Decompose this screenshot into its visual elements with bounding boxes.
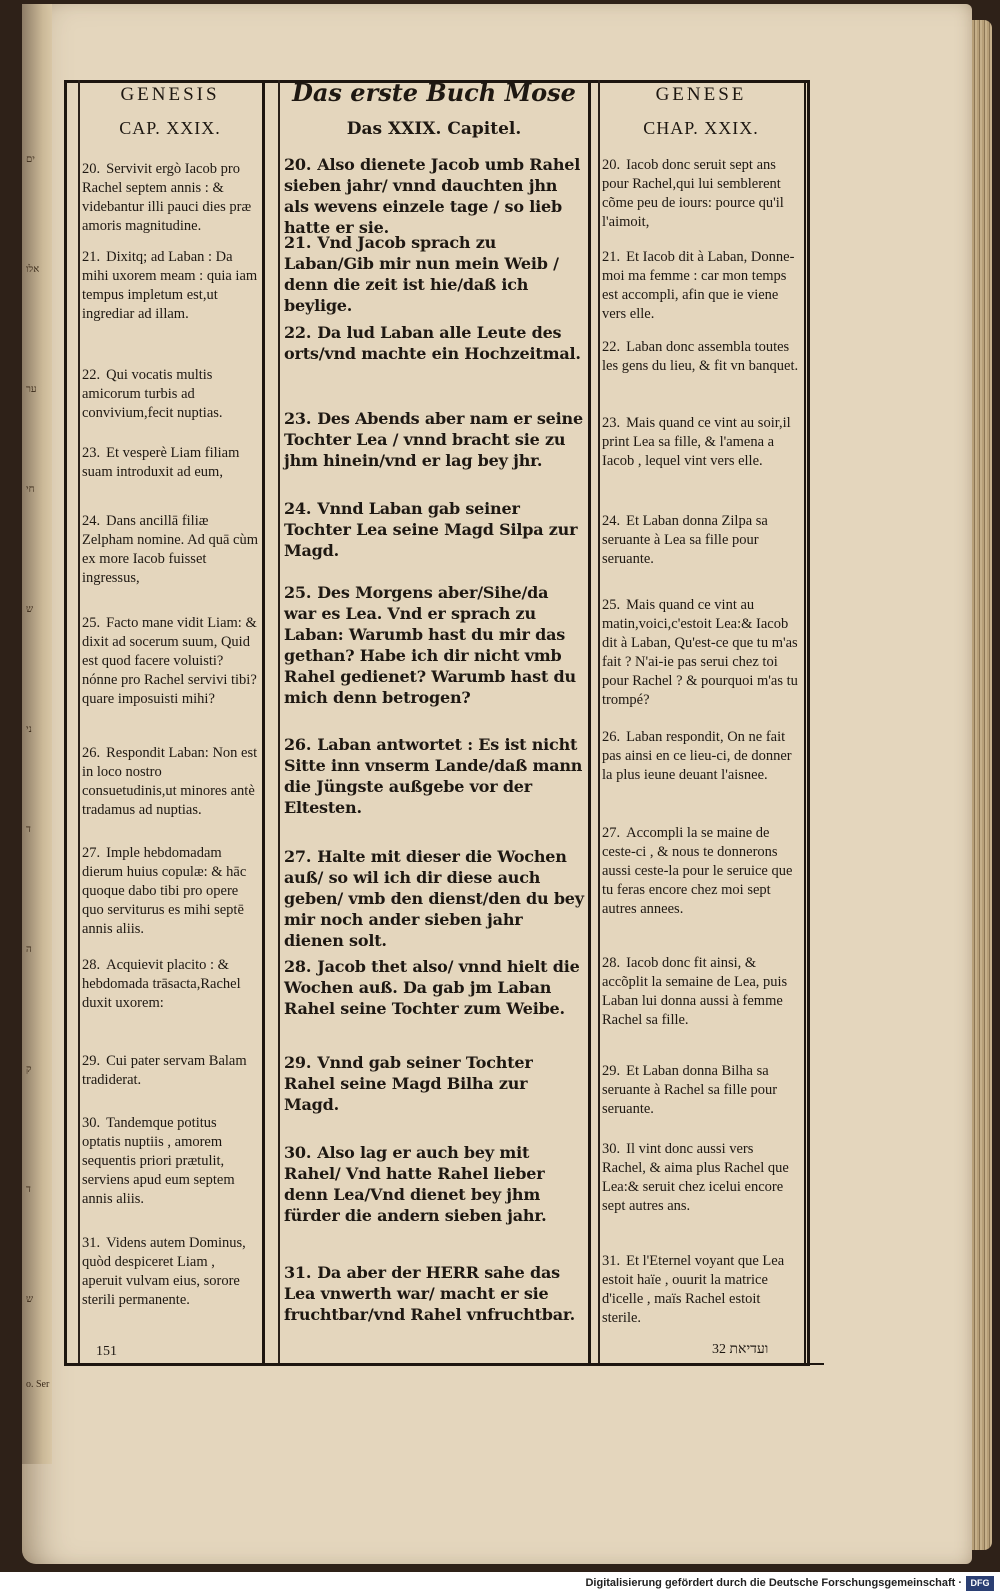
page-signature-right: 32 ועדיאת bbox=[712, 1342, 769, 1357]
verse-number: 27. bbox=[82, 845, 101, 861]
verse-text: Mais quand ce vint au soir,il print Lea sa fille, & l'amena a Iacob , lequel vint vers elle. bbox=[602, 415, 791, 469]
verse-number: 31. bbox=[284, 1263, 312, 1282]
facing-page-edge: ים אלו ער חי ש ני ד ה ק ד ש o. Ser bbox=[22, 4, 52, 1464]
verse-number: 26. bbox=[284, 735, 312, 754]
verse-text: Vnnd gab seiner Tochter Rahel seine Magd Bilha zur Magd. bbox=[284, 1053, 533, 1114]
french-verse-21 bbox=[602, 248, 800, 324]
verse-number: 26. bbox=[602, 729, 621, 745]
verse-number: 31. bbox=[602, 1253, 621, 1269]
latin-verse-20 bbox=[82, 160, 258, 236]
verse-text: Acquievit placito : & hebdomada trāsacta,Rachel duxit uxorem: bbox=[82, 957, 241, 1011]
verse-number: 28. bbox=[602, 955, 621, 971]
german-verse-20 bbox=[284, 154, 584, 238]
verse-text: Iacob donc fit ainsi, & accõplit la semaine de Lea, puis Laban lui donna aussi à femme Rachel sa fille. bbox=[602, 955, 788, 1028]
verse-text: Et vesperè Liam filiam suam introduxit ad eum, bbox=[82, 445, 240, 480]
latin-verse-30 bbox=[82, 1114, 258, 1209]
verse-number: 23. bbox=[602, 415, 621, 431]
verse-text: Accompli la se maine de ceste-ci , & nous te donnerons aussi ceste-la pour le seruice que tu feras encore chez moi sept autres annees. bbox=[602, 825, 793, 917]
german-verse-27 bbox=[284, 846, 584, 951]
verse-number: 29. bbox=[602, 1063, 621, 1079]
french-verse-27 bbox=[602, 824, 800, 919]
verse-number: 26. bbox=[82, 745, 101, 761]
german-verse-25 bbox=[284, 582, 584, 708]
verse-number: 23. bbox=[82, 445, 101, 461]
page-stack-edge bbox=[972, 20, 992, 1550]
verse-text: Respondit Laban: Non est in loco nostro consuetudinis,ut minores antè tradamus ad nuptias. bbox=[82, 745, 258, 818]
verse-text: Also dienete Jacob umb Rahel sieben jahr/ vnnd dauchten jhn als wevens einzele tage / so lieb hatte er sie. bbox=[284, 155, 581, 237]
verse-number: 27. bbox=[284, 847, 312, 866]
inner-rule-latin bbox=[78, 80, 80, 1363]
french-verse-30 bbox=[602, 1140, 800, 1216]
french-verse-31 bbox=[602, 1252, 800, 1328]
verse-number: 27. bbox=[602, 825, 621, 841]
german-verse-22 bbox=[284, 322, 584, 364]
verse-text: Servivit ergò Iacob pro Rachel septem annis : & videbantur illi pauci dies præ amoris magnitudine. bbox=[82, 161, 252, 234]
verse-text: Dixitq; ad Laban : Da mihi uxorem meam : quia iam tempus impletum est,ut ingrediar ad illam. bbox=[82, 249, 258, 322]
outer-rule-right bbox=[804, 80, 806, 1366]
german-verse-23 bbox=[284, 408, 584, 471]
french-title: GENESE bbox=[655, 84, 747, 105]
verse-number: 30. bbox=[82, 1115, 101, 1131]
page-signature-left: 151 bbox=[96, 1344, 117, 1359]
french-verse-29 bbox=[602, 1062, 800, 1119]
dfg-logo-icon: DFG bbox=[966, 1576, 994, 1591]
verse-text: Tandemque potitus optatis nuptiis , amorem sequentis priori prætulit, serviens apud eum septem annis aliis. bbox=[82, 1115, 235, 1207]
french-verse-28 bbox=[602, 954, 800, 1030]
verse-number: 23. bbox=[284, 409, 312, 428]
verse-number: 20. bbox=[284, 155, 312, 174]
verse-number: 25. bbox=[602, 597, 621, 613]
german-title: Das erste Buch Mose bbox=[292, 78, 576, 107]
credit-bar bbox=[0, 1572, 1000, 1595]
german-chapter: Das XXIX. Capitel. bbox=[346, 119, 522, 139]
german-verse-28 bbox=[284, 956, 584, 1019]
verse-text: Jacob thet also/ vnnd hielt die Wochen auß. Da gab jm Laban Rahel seine Tochter zum Weibe. bbox=[284, 957, 580, 1018]
latin-verse-28 bbox=[82, 956, 258, 1013]
verse-text: Vnd Jacob sprach zu Laban/Gib mir nun mein Weib / denn die zeit ist hie/daß ich beylige. bbox=[284, 233, 559, 315]
latin-verse-26 bbox=[82, 744, 258, 820]
french-verse-20 bbox=[602, 156, 800, 232]
latin-verse-29 bbox=[82, 1052, 258, 1090]
verse-number: 25. bbox=[284, 583, 312, 602]
latin-verse-24 bbox=[82, 512, 258, 588]
latin-verse-25 bbox=[82, 614, 258, 709]
german-column bbox=[284, 78, 584, 1344]
verse-text: Laban respondit, On ne fait pas ainsi en ce lieu-ci, de donner la plus ieune deuant l'aisnee. bbox=[602, 729, 792, 783]
verse-number: 24. bbox=[82, 513, 101, 529]
verse-text: Il vint donc aussi vers Rachel, & aima plus Rachel que Lea:& seruit chez icelui encore sept autres ans. bbox=[602, 1141, 789, 1214]
german-verse-26 bbox=[284, 734, 584, 818]
inner-rule-french bbox=[598, 80, 600, 1363]
verse-number: 29. bbox=[82, 1053, 101, 1069]
german-verse-21 bbox=[284, 232, 584, 316]
inner-rule-german bbox=[278, 80, 280, 1363]
verse-text: Cui pater servam Balam tradiderat. bbox=[82, 1053, 247, 1088]
latin-verse-21 bbox=[82, 248, 258, 324]
french-verse-26 bbox=[602, 728, 800, 785]
french-chapter: CHAP. XXIX. bbox=[643, 118, 759, 138]
column-rule-right bbox=[588, 80, 591, 1363]
verse-number: 22. bbox=[82, 367, 101, 383]
latin-title: GENESIS bbox=[120, 84, 220, 105]
verse-text: Videns autem Dominus, quòd despiceret Liam , aperuit vulvam eius, sorore sterili permanente. bbox=[82, 1235, 246, 1308]
column-rule-left bbox=[262, 80, 265, 1363]
german-verse-31 bbox=[284, 1262, 584, 1325]
verse-text: Et Laban donna Bilha sa seruante à Rachel sa fille pour seruante. bbox=[602, 1063, 778, 1117]
verse-text: Et l'Eternel voyant que Lea estoit haïe , ouurit la matrice d'icelle , maïs Rachel estoit sterile. bbox=[602, 1253, 785, 1326]
verse-text: Et Iacob dit à Laban, Donne-moi ma femme : car mon temps est accompli, afin que ie viene vers elle. bbox=[602, 249, 795, 322]
verse-number: 28. bbox=[82, 957, 101, 973]
french-verse-24 bbox=[602, 512, 800, 569]
verse-number: 21. bbox=[602, 249, 621, 265]
verse-number: 21. bbox=[82, 249, 101, 265]
latin-verse-27 bbox=[82, 844, 258, 939]
german-verse-24 bbox=[284, 498, 584, 561]
verse-number: 30. bbox=[284, 1143, 312, 1162]
verse-number: 25. bbox=[82, 615, 101, 631]
french-column bbox=[602, 84, 800, 1344]
verse-text: Also lag er auch bey mit Rahel/ Vnd hatte Rahel lieber denn Lea/Vnd dienet bey jhm fürder die andern sieben jahr. bbox=[284, 1143, 547, 1225]
verse-number: 22. bbox=[284, 323, 312, 342]
credit-text: Digitalisierung gefördert durch die Deutsche Forschungsgemeinschaft · bbox=[585, 1577, 962, 1589]
verse-text: Da aber der HERR sahe das Lea vnwerth war/ macht er sie fruchtbar/vnd Rahel vnfruchtbar. bbox=[284, 1263, 576, 1324]
verse-text: Imple hebdomadam dierum huius copulæ: & hāc quoque dabo tibi pro opere quo serviturus es mihi septē annis aliis. bbox=[82, 845, 247, 937]
german-verse-29 bbox=[284, 1052, 584, 1115]
verse-text: Da lud Laban alle Leute des orts/vnd machte ein Hochzeitmal. bbox=[284, 323, 581, 363]
verse-text: Facto mane vidit Liam: & dixit ad socerum suum, Quid est quod facere voluisti?nónne pro Rachel servivi tibi?quare imposuisti mihi? bbox=[82, 615, 257, 707]
verse-number: 31. bbox=[82, 1235, 101, 1251]
verse-number: 20. bbox=[82, 161, 101, 177]
latin-chapter: CAP. XXIX. bbox=[119, 118, 221, 138]
verse-number: 30. bbox=[602, 1141, 621, 1157]
verse-text: Laban donc assembla toutes les gens du lieu, & fit vn banquet. bbox=[602, 339, 799, 374]
verse-text: Vnnd Laban gab seiner Tochter Lea seine Magd Silpa zur Magd. bbox=[284, 499, 578, 560]
latin-verse-31 bbox=[82, 1234, 258, 1310]
german-verse-30 bbox=[284, 1142, 584, 1226]
french-verse-22 bbox=[602, 338, 800, 376]
verse-text: Des Abends aber nam er seine Tochter Lea / vnnd bracht sie zu jhm hinein/vnd er lag bey jhr. bbox=[284, 409, 583, 470]
latin-column bbox=[82, 84, 258, 1344]
verse-text: Laban antwortet : Es ist nicht Sitte inn vnserm Lande/daß mann die Jüngste außgebe vor der Eltesten. bbox=[284, 735, 583, 817]
verse-number: 28. bbox=[284, 957, 312, 976]
verse-number: 29. bbox=[284, 1053, 312, 1072]
french-verse-25 bbox=[602, 596, 800, 710]
verse-text: Des Morgens aber/Sihe/da war es Lea. Vnd er sprach zu Laban: Warumb hast du mir das gethan? Habe ich dir nicht vmb Rahel gedienet? Warumb hast du mich denn betrogen? bbox=[284, 583, 576, 707]
verse-number: 22. bbox=[602, 339, 621, 355]
verse-text: Halte mit dieser die Wochen auß/ so wil ich dir diese auch geben/ vmb den dienst/den du bey mir noch ander sieben jahr dienen solt. bbox=[284, 847, 584, 950]
verse-number: 24. bbox=[602, 513, 621, 529]
latin-verse-22 bbox=[82, 366, 258, 423]
latin-verse-23 bbox=[82, 444, 258, 482]
verse-text: Dans ancillā filiæ Zelpham nomine. Ad quā cùm ex more Iacob fuisset ingressus, bbox=[82, 513, 258, 586]
bottom-rule bbox=[64, 1363, 824, 1365]
verse-text: Et Laban donna Zilpa sa seruante à Lea sa fille pour seruante. bbox=[602, 513, 768, 567]
verse-number: 21. bbox=[284, 233, 312, 252]
verse-text: Qui vocatis multis amicorum turbis ad convivium,fecit nuptias. bbox=[82, 367, 223, 421]
verse-number: 24. bbox=[284, 499, 312, 518]
verse-text: Iacob donc seruit sept ans pour Rachel,qui lui semblerent cõme peu de iours: pource qu'il l'aimoit, bbox=[602, 157, 784, 230]
french-verse-23 bbox=[602, 414, 800, 471]
verse-text: Mais quand ce vint au matin,voici,c'estoit Lea:& Iacob dit à Laban, Qu'est-ce que tu m'as fait ? N'ai-ie pas serui chez toi pour Rachel ? & pourquoi m'as tu trompé? bbox=[602, 597, 798, 708]
verse-number: 20. bbox=[602, 157, 621, 173]
